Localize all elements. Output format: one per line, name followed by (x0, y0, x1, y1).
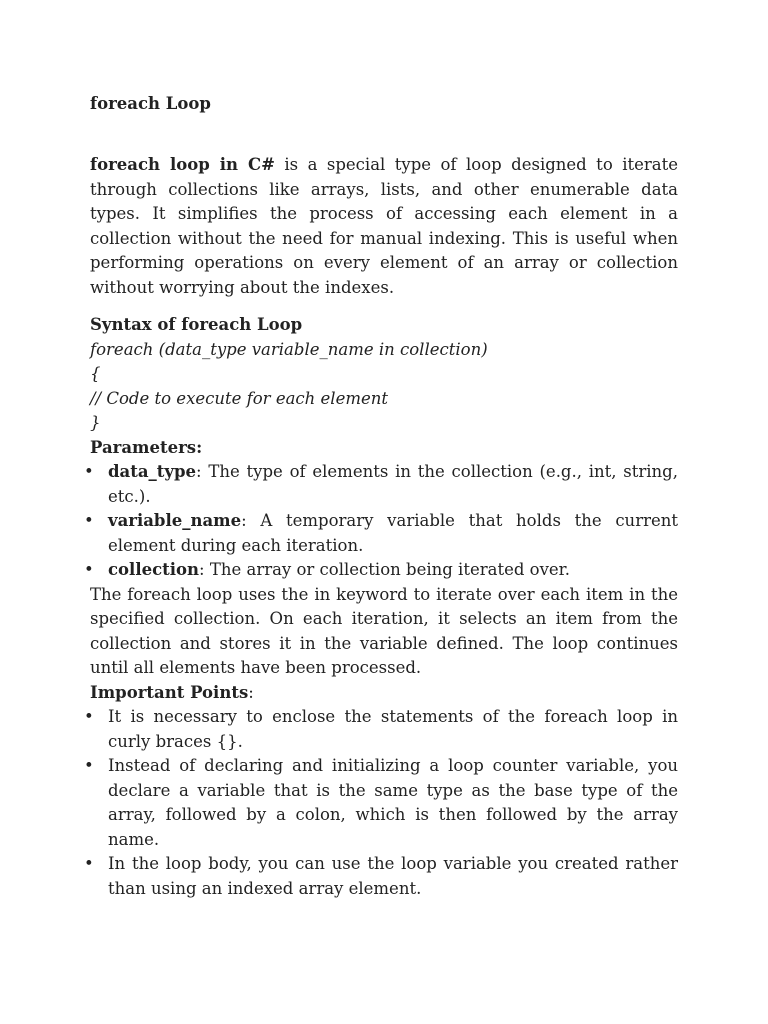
list-item (84, 460, 678, 509)
bullet-icon: • (84, 560, 94, 579)
parameters-heading: Parameters: (90, 437, 203, 457)
list-item (84, 558, 678, 583)
explanation-paragraph: The foreach loop uses the in keyword to iterate over each item in the specified collection. On each iteration, it selects an item from the collection and stores it in the variable defined. The loop continues until all elements have been processed. (90, 584, 678, 677)
page-title: foreach Loop (90, 94, 211, 113)
intro-paragraph (90, 153, 678, 300)
parameter-term: collection (108, 560, 200, 579)
bullet-icon: • (84, 707, 94, 726)
bullet-icon: • (84, 511, 94, 530)
syntax-line: { (90, 364, 101, 383)
list-item (84, 509, 678, 558)
important-point: In the loop body, you can use the loop variable you created rather than using an indexed array element. (108, 854, 678, 898)
important-heading-line (90, 681, 678, 706)
syntax-line: // Code to execute for each element (90, 388, 389, 408)
important-list (84, 705, 678, 901)
parameter-term: data_type (108, 462, 197, 481)
bullet-icon: • (84, 756, 94, 775)
bullet-icon: • (84, 854, 94, 873)
parameter-desc: : The type of elements in the collection (e.g., int, string, etc.). (108, 462, 678, 506)
syntax-line: } (90, 413, 101, 432)
parameter-desc: : A temporary variable that holds the current element during each iteration. (108, 511, 678, 555)
parameter-desc: : The array or collection being iterated over. (199, 560, 570, 579)
important-heading: Important Points (90, 682, 249, 702)
syntax-heading: Syntax of foreach Loop (90, 315, 303, 334)
intro-text: is a special type of loop designed to iterate through collections like arrays, lists, and other enumerable data types. It simplifies the process of accessing each element in a collection without the need for manual indexing. This is useful when performing operations on every element of an array or collection without worrying about the indexes. (90, 155, 678, 297)
list-item (84, 852, 678, 901)
parameter-term: variable_name (108, 511, 242, 530)
list-item (84, 754, 678, 852)
intro-lead: foreach loop in C# (90, 155, 275, 174)
bullet-icon: • (84, 462, 94, 481)
important-point: Instead of declaring and initializing a loop counter variable, you declare a variable that is the same type as the base type of the array, followed by a colon, which is then followed by the array name. (108, 756, 678, 849)
important-colon: : (248, 682, 254, 702)
parameters-list (84, 460, 678, 583)
content-body (84, 313, 678, 901)
important-point: It is necessary to enclose the statements of the foreach loop in curly braces {}. (108, 707, 678, 751)
syntax-line: foreach (data_type variable_name in collection) (90, 339, 488, 359)
syntax-code-block (90, 338, 678, 436)
list-item (84, 705, 678, 754)
